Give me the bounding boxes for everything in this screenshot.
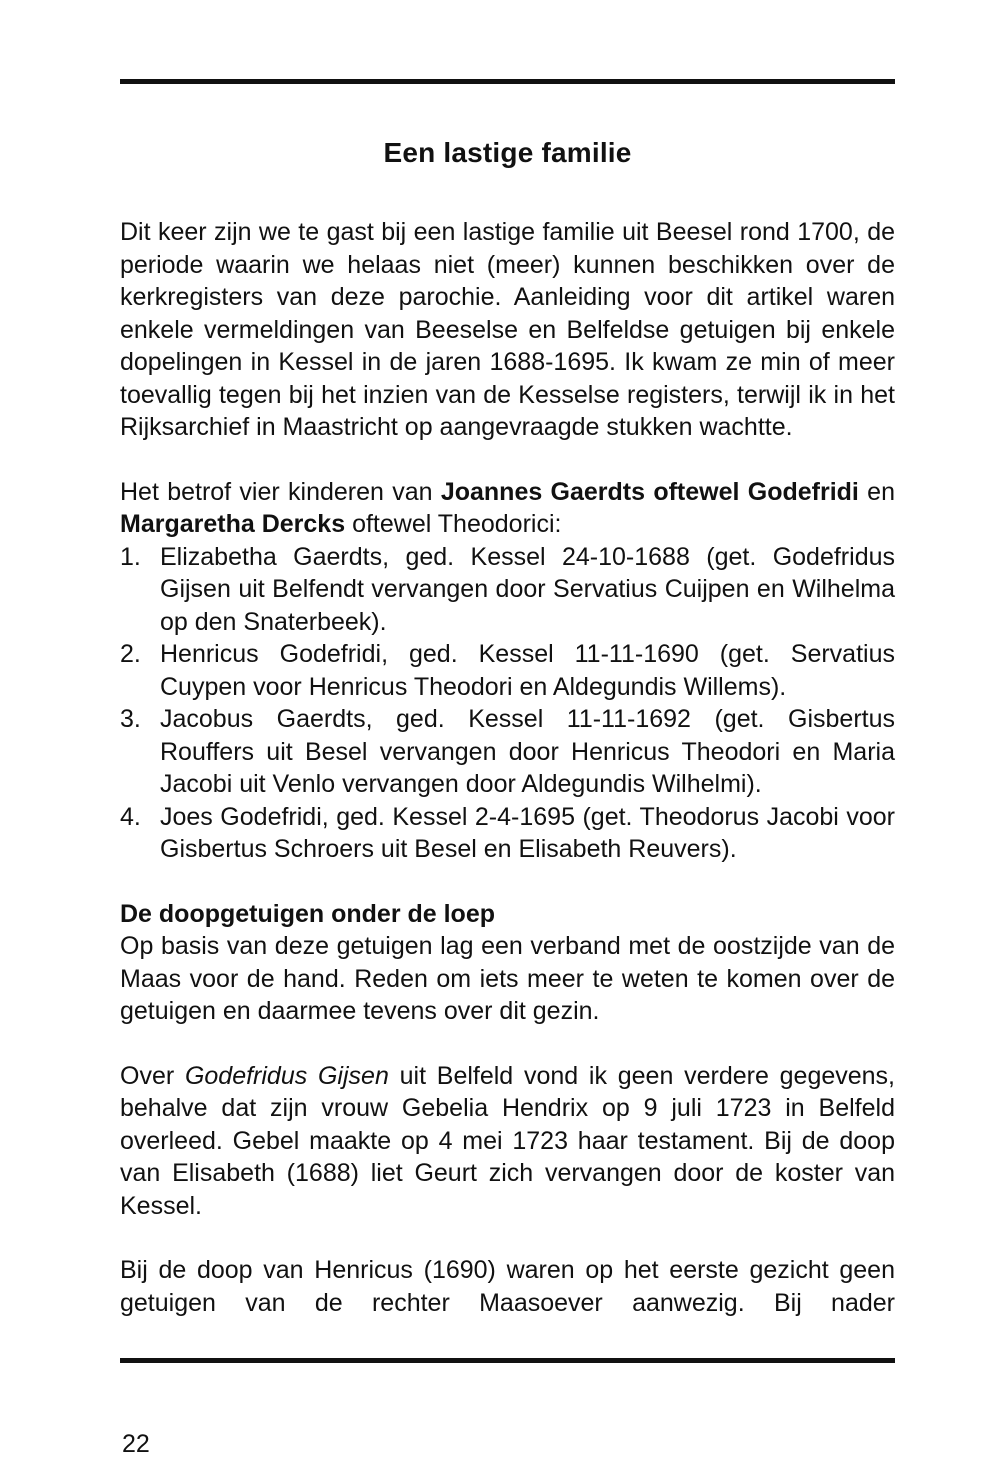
gijsen-paragraph (120, 1060, 895, 1223)
henricus-paragraph: Bij de doop van Henricus (1690) waren op het eerste gezicht geen getuigen van de rechter Maasoever aanwezig. Bij nader (120, 1256, 895, 1317)
section-heading: De doopgetuigen onder de loep (120, 899, 495, 928)
intro-paragraph: Dit keer zijn we te gast bij een lastige familie uit Beesel rond 1700, de periode waarin we helaas niet (meer) kunnen beschikken over de kerkregisters van deze parochie. Aanleiding voor dit artikel waren enkele vermeldingen van Beeselse en Belfeldse getuigen bij enkele dopelingen in Kessel in de jaren 1688-1695. Ik kwam ze min of meer toevallig tegen bij het inzien van de Kesselse registers, terwijl ik in het Rijksarchief in Maastricht op aangevraagde stukken wachtte. (120, 218, 895, 441)
top-rule (120, 79, 895, 84)
list-item (120, 638, 895, 703)
page-number: 22 (122, 1430, 150, 1458)
list-item-text: Jacobus Gaerdts, ged. Kessel 11-11-1692 (get. Gisbertus Rouffers uit Besel vervangen door Henricus Theodori en Maria Jacobi uit Venlo vervangen door Aldegundis Wilhelmi). (160, 705, 895, 798)
gijsen-name: Godefridus Gijsen (184, 1061, 389, 1090)
children-intro-tail: oftewel Theodorici: (345, 510, 562, 538)
page-title: Een lastige familie (383, 136, 632, 168)
gijsen-lead: Over (120, 1061, 185, 1090)
list-item-number: 4. (120, 802, 141, 831)
list-item (120, 541, 895, 639)
children-intro-paragraph (120, 476, 895, 541)
children-list (120, 541, 895, 866)
section-paragraph: Op basis van deze getuigen lag een verband met de oostzijde van de Maas voor de hand. Reden om iets meer te weten te komen over de getuigen en daarmee tevens over dit gezin. (120, 932, 895, 1025)
list-item-number: 1. (120, 542, 141, 571)
list-item-number: 2. (120, 640, 141, 668)
father-name: Joannes Gaerdts oftewel Godefridi (440, 477, 859, 506)
gijsen-rest: uit Belfeld vond ik geen verdere gegevens, behalve dat zijn vrouw Gebelia Hendrix op 9 juli 1723 in Belfeld overleed. Gebel maakte op 4 mei 1723 haar testament. Bij de doop van Elisabeth (1688) liet Geurt zich vervangen door de koster van Kessel. (120, 1061, 896, 1220)
children-intro-mid: en (858, 477, 895, 506)
list-item-number: 3. (120, 705, 141, 733)
children-intro-lead: Het betrof vier kinderen van (120, 477, 441, 506)
list-item-text: Elizabetha Gaerdts, ged. Kessel 24-10-1688 (get. Godefridus Gijsen uit Belfendt vervangen door Servatius Cuijpen en Wilhelma op den Snaterbeek). (160, 542, 895, 636)
paragraph-gap (120, 1028, 895, 1060)
list-item (120, 801, 895, 866)
list-item-text: Henricus Godefridi, ged. Kessel 11-11-1690 (get. Servatius Cuypen voor Henricus Theodori en Aldegundis Willems). (160, 640, 895, 701)
paragraph-gap (120, 866, 895, 898)
mother-name: Margaretha Dercks (120, 510, 346, 538)
paragraph-gap (120, 444, 895, 476)
article-body (120, 216, 895, 1319)
paragraph-gap (120, 1222, 895, 1254)
bottom-rule (120, 1358, 895, 1363)
list-item-text: Joes Godefridi, ged. Kessel 2-4-1695 (get. Theodorus Jacobi voor Gisbertus Schroers uit Besel en Elisabeth Reuvers). (160, 802, 895, 863)
list-item (120, 703, 895, 801)
